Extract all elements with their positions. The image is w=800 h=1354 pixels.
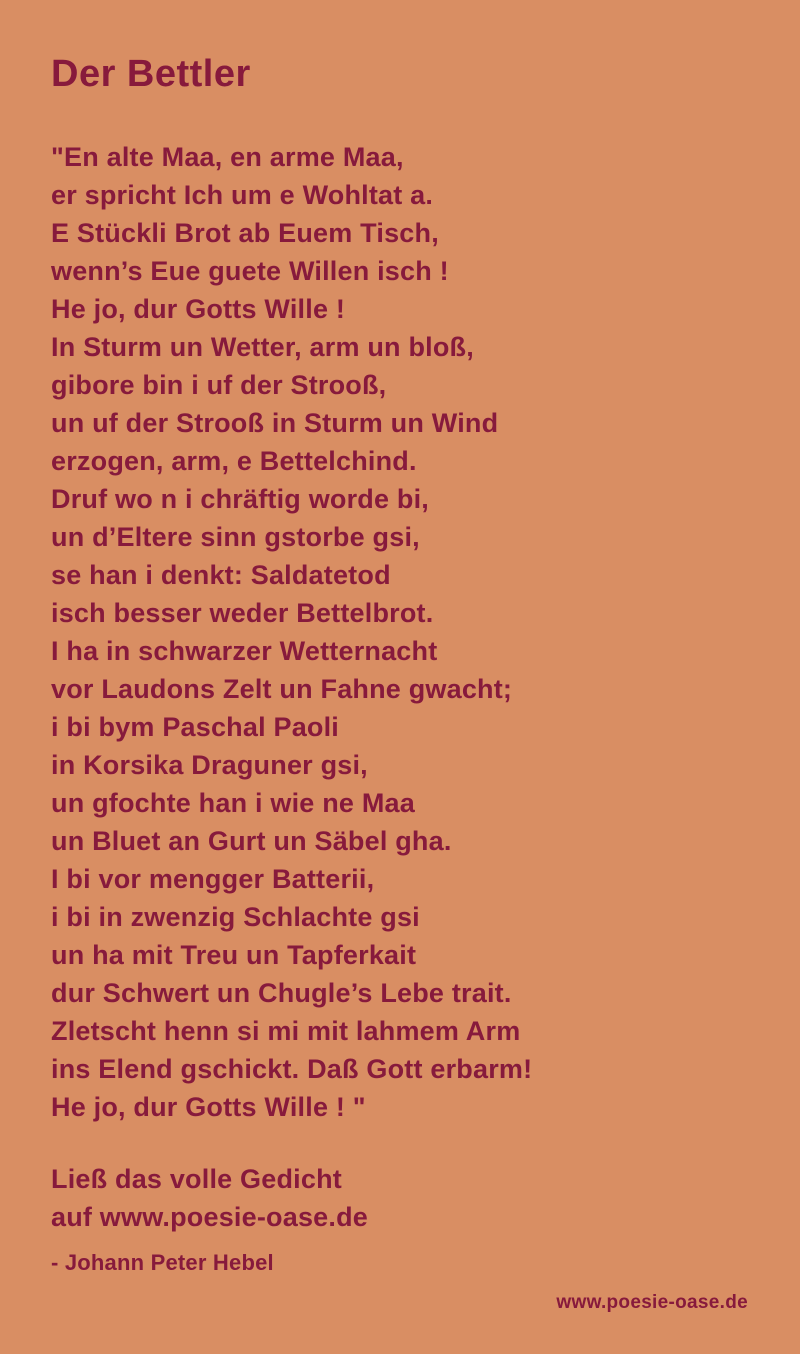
poem-line: "En alte Maa, en arme Maa, [51, 141, 404, 172]
cta-line-read-full-poem: Ließ das volle Gedicht [51, 1163, 342, 1194]
cta-line-website: auf www.poesie-oase.de [51, 1201, 368, 1232]
poem-line: un ha mit Treu un Tapferkait [51, 939, 417, 970]
poem-line: dur Schwert un Chugle’s Lebe trait. [51, 977, 512, 1008]
poem-line: gibore bin i uf der Strooß, [51, 369, 387, 400]
poem-line: un Bluet an Gurt un Säbel gha. [51, 825, 452, 856]
poem-line: in Korsika Draguner gsi, [51, 749, 368, 780]
poem-line: Druf wo n i chräftig worde bi, [51, 483, 430, 514]
poem-line: He jo, dur Gotts Wille ! " [51, 1091, 366, 1122]
poem-line: I bi vor mengger Batterii, [51, 863, 375, 894]
poem-line: i bi in zwenzig Schlachte gsi [51, 901, 420, 932]
poem-line: wenn’s Eue guete Willen isch ! [51, 255, 449, 286]
poem-line: se han i denkt: Saldatetod [51, 559, 391, 590]
poem-line: E Stückli Brot ab Euem Tisch, [51, 217, 439, 248]
poem-line: er spricht Ich um e Wohltat a. [51, 179, 434, 210]
poem-line: In Sturm un Wetter, arm un bloß, [51, 331, 474, 362]
poem-line: He jo, dur Gotts Wille ! [51, 293, 346, 324]
poem-line: un uf der Strooß in Sturm un Wind [51, 407, 499, 438]
poem-line: un d’Eltere sinn gstorbe gsi, [51, 521, 420, 552]
poem-line: ins Elend gschickt. Daß Gott erbarm! [51, 1053, 533, 1084]
poem-line: Zletscht henn si mi mit lahmem Arm [51, 1015, 521, 1046]
poem-line: isch besser weder Bettelbrot. [51, 597, 434, 628]
poem-line: I ha in schwarzer Wetternacht [51, 635, 438, 666]
footer [556, 1292, 748, 1314]
poem-body [51, 138, 750, 1126]
footer-website-url: www.poesie-oase.de [556, 1292, 748, 1313]
cta-block [51, 1160, 750, 1236]
poem-line: i bi bym Paschal Paoli [51, 711, 340, 742]
poem-line: un gfochte han i wie ne Maa [51, 787, 415, 818]
poem-line: erzogen, arm, e Bettelchind. [51, 445, 417, 476]
poem-title: Der Bettler [51, 53, 251, 95]
poem-line: vor Laudons Zelt un Fahne gwacht; [51, 673, 513, 704]
author-attribution: - Johann Peter Hebel [51, 1249, 274, 1275]
